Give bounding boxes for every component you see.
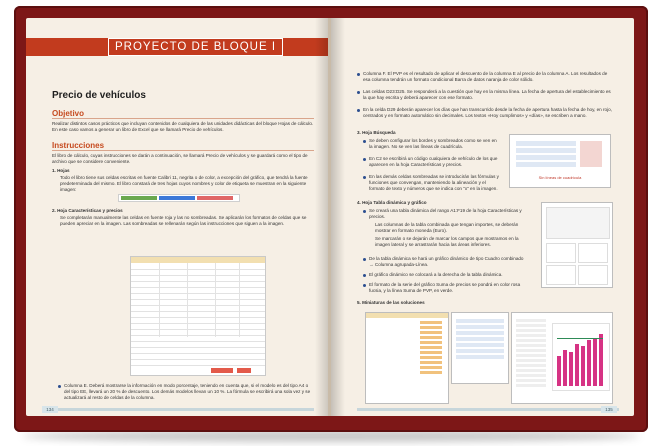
bullet-columna-f: Columna F. El PVP es el resultado de aplicar el descuento de la columna E al precio de la columna A. Los resultados de esa columna tendrán un formato condicional Barra de datos naranja de color sólido. (363, 71, 608, 82)
busqueda-sheet-image (509, 134, 611, 188)
item2-title: 2. Hoja Características y precios (52, 208, 123, 213)
item1-title: 1. Hojas (52, 168, 70, 173)
objetivo-text: Realizar distintos casos prácticos que incluyan contenidos de cualquiera de las unidades didácticas del bloque Hojas de cálculo. En este caso vamos a generar un libro de Excel que se llamará Precio de vehículos. (52, 121, 314, 132)
item4-bullet-3: El gráfico dinámico se colocará a la derecha de la tabla dinámica. (369, 272, 503, 277)
objetivo-rule (52, 118, 314, 119)
left-page (26, 18, 329, 416)
footer-bar (52, 408, 314, 411)
objetivo-heading: Objetivo (52, 109, 85, 118)
thumbnail-tabla-grafico (511, 312, 613, 404)
item4-bullet-2: De la tabla dinámica se hará un gráfico dinámico de tipo Cuadro combinado → Columna agrupada-Línea. (369, 256, 524, 267)
bullet-dot (363, 258, 366, 261)
item4-sub-1: Las columnas de la tabla combinada que tengan importes, se deberán mostrar en formato moneda (Euro). (375, 222, 519, 233)
item3-bullet-3: En las demás celdas sombreadas se introducirán las fórmulas y funciones que convengan, manteniendo la alineación y el formato de texto y números que se indica con "x" en la imagen. (369, 174, 499, 191)
bottom-bullet-text: Columna E. Deberá mostrarse la información en modo porcentaje, teniendo en cuenta que, si el modelo es del tipo A4 o del tipo EE, llevará un 20 % de descuento. Los demás modelos llevan un 10 %. La fórmula se escribirá una sola vez y se actualizará al resto de celdas de la columna. (64, 383, 311, 400)
instrucciones-heading: Instrucciones (52, 141, 105, 150)
thumbnail-caracteristicas (365, 312, 449, 404)
bullet-d29: En la celda D29 deberán aparecer los días que han transcurrido desde la fecha de apertura hasta la fecha de hoy, en rojo, centrados y en formato automático sin decimales. Los textos «Hoy cumplimos» y «días», se escriben a mano. (363, 107, 612, 118)
item3-bullet-2: En C2 se escribirá un código cualquiera de vehículo de los que aparecen en la hoja Características y precios. (369, 156, 498, 167)
item5-title: 5. Miniaturas de las soluciones (357, 300, 425, 305)
bullet-dot (357, 73, 360, 76)
bullet-dot (363, 210, 366, 213)
item4-bullet-4: El formato de la serie del gráfico Suma de precios se pondrá en color rosa fucsia, y la línea Suma de PVP, en verde. (369, 282, 521, 293)
item3-bullet-1: Se deben configurar los bordes y sombreados como se ven en la imagen. No se ven las líneas de cuadrícula. (369, 138, 497, 149)
item3-title: 3. Hoja Búsqueda (357, 130, 396, 135)
footer-bar (357, 408, 619, 411)
page-number-left: 134 (42, 406, 58, 413)
bullet-dot (357, 109, 360, 112)
header-title: PROYECTO DE BLOQUE I (108, 38, 283, 56)
bullet-dot (363, 158, 366, 161)
item2-text: Se completarán manualmente las celdas en fuente roja y las no sombreadas. Se aplicarán los formatos de celdas que se pueden apreciar en la imagen. Las sombreadas se rellenarán según las instrucciones que siguen a la imagen. (60, 215, 307, 226)
bullet-d23: Las celdas D23:D25. Se responderá a la cuestión que hay en la misma línea. La fecha de apertura del establecimiento es la que hay escrita y deberá aparecer con ese formato. (363, 89, 611, 100)
right-page (331, 18, 634, 416)
bullet-dot (357, 91, 360, 94)
page-title: Precio de vehículos (52, 90, 146, 101)
sheet-tabs-image (118, 194, 240, 202)
bullet-dot (363, 176, 366, 179)
page-number-right: 135 (601, 406, 617, 413)
bullet-dot (363, 140, 366, 143)
spreadsheet-image (130, 256, 266, 376)
pivot-fields-image (541, 202, 613, 288)
bullet-dot (58, 385, 61, 388)
instrucciones-rule (52, 150, 314, 151)
instrucciones-text: El libro de cálculo, cuyas instrucciones se darán a continuación, se llamará Precio de vehículos y se guardará como el tipo de archivo que se considere conveniente. (52, 153, 308, 164)
item4-title: 4. Hoja Tabla dinámica y gráfico (357, 200, 427, 205)
no-gridlines-label: Sin líneas de cuadrícula (538, 175, 582, 180)
bullet-dot (363, 284, 366, 287)
item4-sub-2: Se marcarán o se dejarán de marcar los campos que mostramos en la imagen lateral y se arrastrarán hacia las áreas inferiores. (375, 236, 519, 247)
item4-bullet-1: Se creará una tabla dinámica del rango A1:F19 de la hoja Características y precios. (369, 208, 522, 219)
bullet-dot (363, 274, 366, 277)
thumbnail-busqueda (451, 312, 509, 384)
item1-text: Todo el libro tiene sus celdas escritas en fuente Calibri 11, negrita o de color, a excepción del gráfico, que tendrá la fuente predeterminada del mismo. El libro constará de tres hojas cuyos nombres y color de etiqueta se muestran en la siguiente imagen: (60, 175, 308, 192)
